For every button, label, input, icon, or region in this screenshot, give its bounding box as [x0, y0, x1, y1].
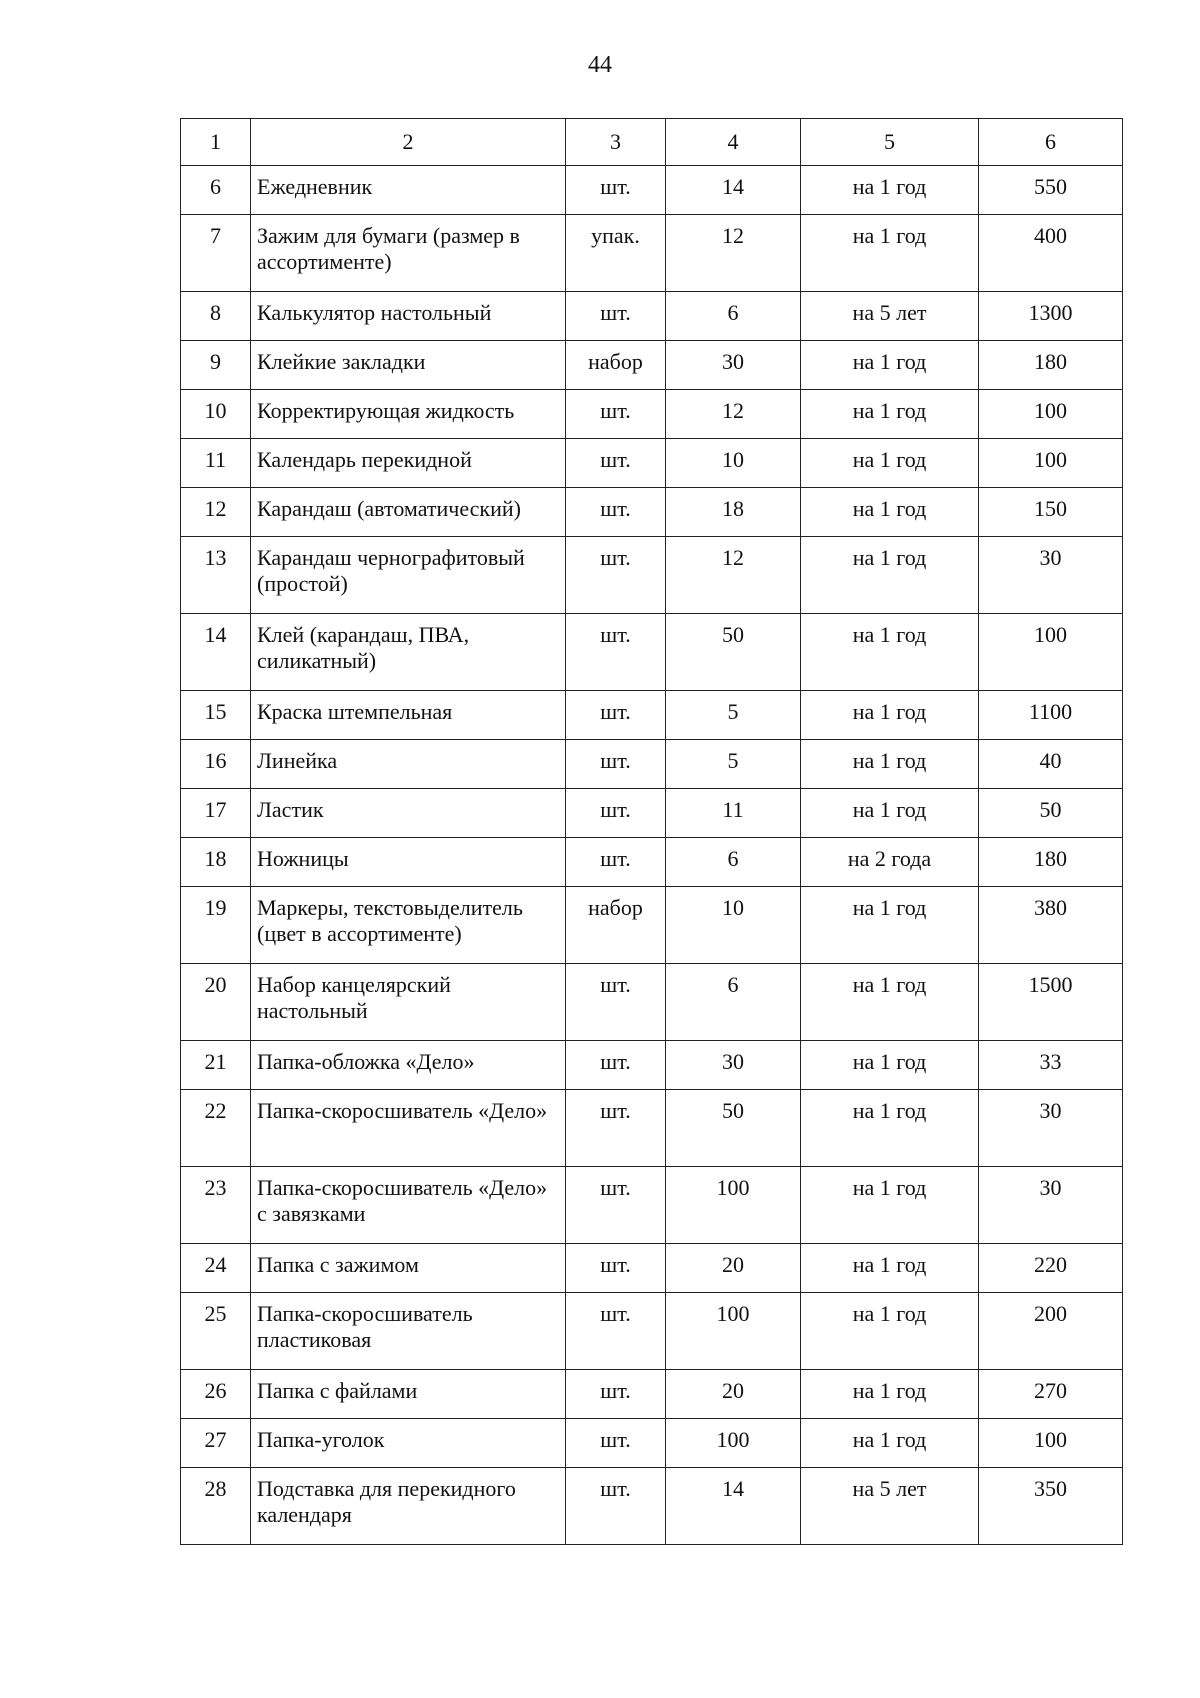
cell-quantity: 20	[666, 1244, 801, 1293]
cell-number: 21	[181, 1041, 251, 1090]
column-header-4: 4	[666, 119, 801, 166]
cell-unit: набор	[566, 887, 666, 964]
table-row	[181, 215, 1123, 292]
cell-price: 270	[979, 1370, 1123, 1419]
table-row	[181, 292, 1123, 341]
cell-term: на 2 года	[801, 838, 979, 887]
column-header-1: 1	[181, 119, 251, 166]
cell-price: 100	[979, 390, 1123, 439]
cell-number: 22	[181, 1090, 251, 1167]
supplies-table	[180, 118, 1123, 1545]
cell-price: 1100	[979, 691, 1123, 740]
cell-price: 220	[979, 1244, 1123, 1293]
cell-price: 30	[979, 537, 1123, 614]
cell-term: на 1 год	[801, 1244, 979, 1293]
cell-price: 100	[979, 439, 1123, 488]
cell-quantity: 20	[666, 1370, 801, 1419]
cell-quantity: 30	[666, 1041, 801, 1090]
cell-unit: шт.	[566, 1419, 666, 1468]
table-row	[181, 1090, 1123, 1167]
cell-price: 50	[979, 789, 1123, 838]
cell-term: на 1 год	[801, 1167, 979, 1244]
cell-item-name: Папка-уголок	[251, 1419, 566, 1468]
cell-item-name: Папка с зажимом	[251, 1244, 566, 1293]
cell-term: на 1 год	[801, 1041, 979, 1090]
cell-item-name: Карандаш чернографитовый (простой)	[251, 537, 566, 614]
page-number: 44	[588, 52, 612, 78]
cell-number: 10	[181, 390, 251, 439]
cell-unit: шт.	[566, 838, 666, 887]
cell-term: на 1 год	[801, 537, 979, 614]
cell-unit: шт.	[566, 964, 666, 1041]
cell-number: 25	[181, 1293, 251, 1370]
cell-unit: шт.	[566, 166, 666, 215]
cell-unit: шт.	[566, 1090, 666, 1167]
cell-term: на 1 год	[801, 740, 979, 789]
cell-item-name: Набор канцелярский настольный	[251, 964, 566, 1041]
table-row	[181, 390, 1123, 439]
cell-item-name: Маркеры, текстовыделитель (цвет в ассортименте)	[251, 887, 566, 964]
cell-quantity: 100	[666, 1167, 801, 1244]
cell-item-name: Линейка	[251, 740, 566, 789]
cell-item-name: Клей (карандаш, ПВА, силикатный)	[251, 614, 566, 691]
table-row	[181, 1419, 1123, 1468]
cell-number: 27	[181, 1419, 251, 1468]
table-row	[181, 166, 1123, 215]
cell-quantity: 12	[666, 215, 801, 292]
cell-price: 350	[979, 1468, 1123, 1545]
cell-unit: шт.	[566, 1041, 666, 1090]
cell-number: 28	[181, 1468, 251, 1545]
cell-price: 400	[979, 215, 1123, 292]
cell-unit: шт.	[566, 1468, 666, 1545]
cell-price: 180	[979, 341, 1123, 390]
table-row	[181, 1244, 1123, 1293]
cell-number: 11	[181, 439, 251, 488]
cell-item-name: Клейкие закладки	[251, 341, 566, 390]
table-row	[181, 1370, 1123, 1419]
cell-price: 1300	[979, 292, 1123, 341]
cell-term: на 1 год	[801, 691, 979, 740]
table-row	[181, 439, 1123, 488]
cell-price: 550	[979, 166, 1123, 215]
cell-quantity: 50	[666, 1090, 801, 1167]
cell-item-name: Калькулятор настольный	[251, 292, 566, 341]
cell-number: 18	[181, 838, 251, 887]
cell-unit: шт.	[566, 1244, 666, 1293]
cell-unit: шт.	[566, 537, 666, 614]
cell-item-name: Ластик	[251, 789, 566, 838]
cell-number: 15	[181, 691, 251, 740]
cell-unit: шт.	[566, 488, 666, 537]
cell-price: 180	[979, 838, 1123, 887]
cell-unit: шт.	[566, 691, 666, 740]
cell-quantity: 14	[666, 1468, 801, 1545]
cell-number: 13	[181, 537, 251, 614]
cell-item-name: Ежедневник	[251, 166, 566, 215]
cell-unit: шт.	[566, 1370, 666, 1419]
cell-term: на 1 год	[801, 390, 979, 439]
cell-item-name: Папка с файлами	[251, 1370, 566, 1419]
cell-price: 33	[979, 1041, 1123, 1090]
cell-price: 40	[979, 740, 1123, 789]
cell-unit: шт.	[566, 390, 666, 439]
cell-number: 24	[181, 1244, 251, 1293]
cell-term: на 1 год	[801, 439, 979, 488]
cell-term: на 5 лет	[801, 1468, 979, 1545]
column-header-6: 6	[979, 119, 1123, 166]
table-row	[181, 1167, 1123, 1244]
cell-quantity: 6	[666, 964, 801, 1041]
cell-unit: шт.	[566, 1293, 666, 1370]
cell-price: 200	[979, 1293, 1123, 1370]
cell-unit: шт.	[566, 789, 666, 838]
table-row	[181, 614, 1123, 691]
cell-term: на 1 год	[801, 1370, 979, 1419]
cell-number: 6	[181, 166, 251, 215]
cell-item-name: Подставка для перекидного календаря	[251, 1468, 566, 1545]
table-row	[181, 691, 1123, 740]
cell-unit: шт.	[566, 292, 666, 341]
cell-term: на 1 год	[801, 614, 979, 691]
cell-item-name: Папка-скоросшиватель «Дело» с завязками	[251, 1167, 566, 1244]
table-row	[181, 838, 1123, 887]
cell-term: на 1 год	[801, 964, 979, 1041]
cell-quantity: 18	[666, 488, 801, 537]
cell-quantity: 6	[666, 838, 801, 887]
cell-quantity: 5	[666, 691, 801, 740]
cell-item-name: Папка-скоросшиватель пластиковая	[251, 1293, 566, 1370]
cell-price: 30	[979, 1090, 1123, 1167]
cell-quantity: 12	[666, 390, 801, 439]
cell-number: 14	[181, 614, 251, 691]
cell-price: 30	[979, 1167, 1123, 1244]
table-row	[181, 740, 1123, 789]
cell-number: 16	[181, 740, 251, 789]
cell-number: 9	[181, 341, 251, 390]
cell-price: 100	[979, 1419, 1123, 1468]
cell-quantity: 11	[666, 789, 801, 838]
cell-unit: шт.	[566, 740, 666, 789]
cell-term: на 1 год	[801, 215, 979, 292]
table-row	[181, 964, 1123, 1041]
cell-term: на 1 год	[801, 1293, 979, 1370]
cell-number: 12	[181, 488, 251, 537]
cell-quantity: 10	[666, 887, 801, 964]
cell-term: на 1 год	[801, 341, 979, 390]
cell-number: 26	[181, 1370, 251, 1419]
cell-quantity: 30	[666, 341, 801, 390]
cell-term: на 1 год	[801, 789, 979, 838]
column-header-5: 5	[801, 119, 979, 166]
cell-quantity: 14	[666, 166, 801, 215]
cell-quantity: 12	[666, 537, 801, 614]
cell-term: на 1 год	[801, 1090, 979, 1167]
table-row	[181, 1468, 1123, 1545]
cell-unit: шт.	[566, 1167, 666, 1244]
cell-number: 20	[181, 964, 251, 1041]
cell-item-name: Папка-скоросшиватель «Дело»	[251, 1090, 566, 1167]
cell-item-name: Краска штемпельная	[251, 691, 566, 740]
table-row	[181, 341, 1123, 390]
cell-price: 150	[979, 488, 1123, 537]
cell-number: 19	[181, 887, 251, 964]
cell-unit: упак.	[566, 215, 666, 292]
table-header-row	[181, 119, 1123, 166]
table-row	[181, 488, 1123, 537]
cell-item-name: Ножницы	[251, 838, 566, 887]
cell-term: на 1 год	[801, 1419, 979, 1468]
cell-item-name: Карандаш (автоматический)	[251, 488, 566, 537]
cell-term: на 5 лет	[801, 292, 979, 341]
cell-quantity: 100	[666, 1419, 801, 1468]
table-body	[181, 166, 1123, 1545]
table-row	[181, 537, 1123, 614]
cell-number: 23	[181, 1167, 251, 1244]
cell-item-name: Зажим для бумаги (размер в ассортименте)	[251, 215, 566, 292]
cell-number: 8	[181, 292, 251, 341]
cell-number: 17	[181, 789, 251, 838]
table-row	[181, 887, 1123, 964]
cell-item-name: Календарь перекидной	[251, 439, 566, 488]
cell-term: на 1 год	[801, 488, 979, 537]
cell-unit: шт.	[566, 614, 666, 691]
cell-price: 380	[979, 887, 1123, 964]
cell-quantity: 50	[666, 614, 801, 691]
cell-item-name: Папка-обложка «Дело»	[251, 1041, 566, 1090]
cell-quantity: 5	[666, 740, 801, 789]
column-header-2: 2	[251, 119, 566, 166]
cell-quantity: 100	[666, 1293, 801, 1370]
table-row	[181, 1293, 1123, 1370]
cell-unit: шт.	[566, 439, 666, 488]
cell-quantity: 10	[666, 439, 801, 488]
cell-term: на 1 год	[801, 887, 979, 964]
table-row	[181, 789, 1123, 838]
cell-number: 7	[181, 215, 251, 292]
cell-term: на 1 год	[801, 166, 979, 215]
cell-price: 1500	[979, 964, 1123, 1041]
column-header-3: 3	[566, 119, 666, 166]
table-row	[181, 1041, 1123, 1090]
cell-unit: набор	[566, 341, 666, 390]
cell-quantity: 6	[666, 292, 801, 341]
cell-price: 100	[979, 614, 1123, 691]
cell-item-name: Корректирующая жидкость	[251, 390, 566, 439]
